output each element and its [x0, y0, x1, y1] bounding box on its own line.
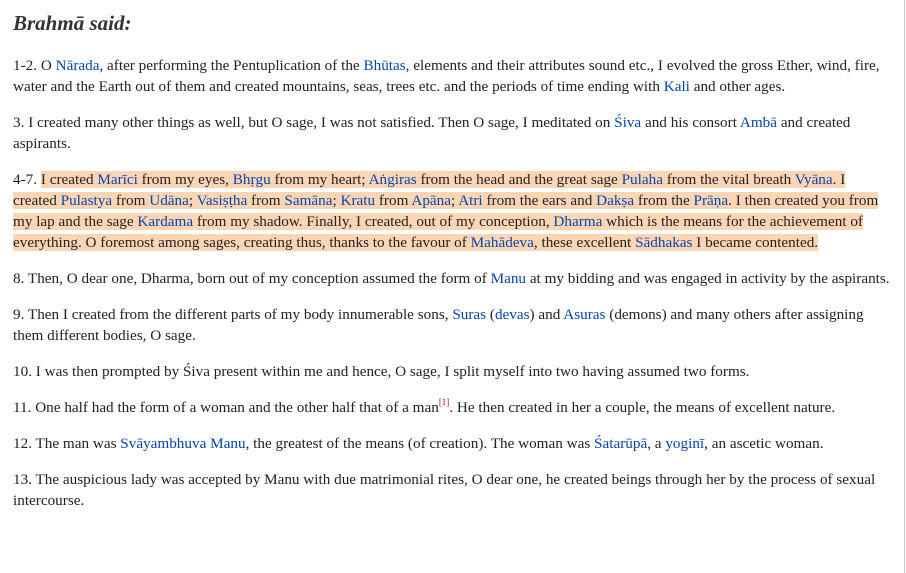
text: from [112, 192, 150, 209]
text: 11. One half had the form of a woman and the other half that of a man [13, 399, 439, 416]
text: 13. The auspicious lady was accepted by Manu with due matrimonial rites, O dear one, he created beings through her by the process of sexual intercourse. [13, 471, 876, 509]
article-content [13, 0, 891, 511]
link-bhrgu[interactable]: Bhṛgu [232, 171, 271, 188]
text: 9. Then I created from the different parts of my body innumerable sons, [13, 306, 453, 323]
text: ; [188, 192, 197, 209]
text: which is the means for the achievement of everything. O foremost among sages, creating thus, thanks to the favour of [13, 213, 863, 251]
link-amba[interactable]: Ambā [739, 114, 778, 131]
link-yogini[interactable]: yoginī [665, 435, 705, 452]
text: I became contented. [692, 234, 819, 251]
text: , these excellent [533, 234, 636, 251]
verse-8 [13, 268, 891, 289]
highlighted-passage [13, 171, 878, 251]
text: from my heart; [270, 171, 369, 188]
link-sadhakas[interactable]: Sādhakas [635, 234, 693, 251]
verse-3 [13, 112, 891, 154]
text: , a [647, 435, 666, 452]
text: from [375, 192, 412, 209]
text: from the vital breath [662, 171, 795, 188]
link-apana[interactable]: Apāna [411, 192, 451, 209]
text: from [247, 192, 285, 209]
text: ) and [529, 306, 564, 323]
text: 12. The man was [13, 435, 121, 452]
link-manu[interactable]: Manu [490, 270, 527, 287]
text: at my bidding and was engaged in activity by the aspirants. [526, 270, 890, 287]
text: and other ages. [689, 78, 786, 95]
text: ; [451, 192, 459, 209]
link-siva[interactable]: Śiva [614, 114, 642, 131]
text: and his consort [641, 114, 740, 131]
link-pulastya[interactable]: Pulastya [60, 192, 113, 209]
link-vasistha[interactable]: Vasiṣṭha [196, 192, 248, 209]
link-kratu[interactable]: Kratu [340, 192, 376, 209]
text: 1-2. O [13, 57, 56, 74]
link-satarupa[interactable]: Śatarūpā [594, 435, 648, 452]
link-samana[interactable]: Samāna [284, 192, 333, 209]
text: . He then created in her a couple, the means of excellent nature. [449, 399, 836, 416]
text: , the greatest of the means (of creation). The woman was [245, 435, 595, 452]
text: from the head and the great sage [416, 171, 622, 188]
link-devas[interactable]: devas [494, 306, 530, 323]
text: from the [634, 192, 694, 209]
footnote-ref [439, 397, 450, 407]
link-asuras[interactable]: Asuras [563, 306, 606, 323]
verse-4-7 [13, 169, 891, 253]
link-svayambhuva-manu[interactable]: Svāyambhuva Manu [120, 435, 246, 452]
link-marici[interactable]: Marīci [97, 171, 138, 188]
link-atri[interactable]: Atri [458, 192, 483, 209]
text: (demons) and many others after assigning them different bodies, O sage. [13, 306, 864, 344]
text: , after performing the Pentuplication of the [99, 57, 364, 74]
link-mahadeva[interactable]: Mahādeva [470, 234, 534, 251]
text: 4-7. [13, 171, 41, 188]
link-angiras[interactable]: Aṅgiras [368, 171, 417, 188]
text: ( [486, 306, 495, 323]
verse-9 [13, 304, 891, 346]
link-udana[interactable]: Udāna [149, 192, 189, 209]
link-narada[interactable]: Nārada [55, 57, 100, 74]
footnote-link[interactable]: [1] [438, 397, 450, 407]
section-heading: Brahmā said: [13, 11, 132, 35]
verse-1-2 [13, 55, 891, 97]
link-daksa[interactable]: Dakṣa [596, 192, 635, 209]
verse-13 [13, 469, 891, 511]
text: , elements and their attributes sound etc., I evolved the gross Ether, wind, fire, water and the Earth out of them and created mountains, seas, trees etc. and the periods of time ending with [13, 57, 880, 95]
text: ; [332, 192, 341, 209]
text: from the ears and [482, 192, 597, 209]
text: . I then created you from my lap and the sage [13, 192, 879, 230]
text: from my eyes, [137, 171, 233, 188]
text: 8. Then, O dear one, Dharma, born out of my conception assumed the form of [13, 270, 491, 287]
link-kardama[interactable]: Kardama [137, 213, 194, 230]
text: , an ascetic woman. [704, 435, 824, 452]
verse-10 [13, 361, 891, 382]
verse-11 [13, 397, 891, 418]
text: and created aspirants. [13, 114, 851, 152]
link-dharma[interactable]: Dharma [553, 213, 603, 230]
link-kali[interactable]: Kali [663, 78, 690, 95]
link-prana[interactable]: Prāṇa [693, 192, 729, 209]
text: 3. I created many other things as well, but O sage, I was not satisfied. Then O sage, I meditated on [13, 114, 615, 131]
text: I created [40, 171, 98, 188]
link-vyana[interactable]: Vyāna [794, 171, 833, 188]
link-suras[interactable]: Suras [452, 306, 487, 323]
verse-12 [13, 433, 891, 454]
link-bhutas[interactable]: Bhūtas [363, 57, 406, 74]
text: . I created [13, 171, 846, 209]
link-pulaha[interactable]: Pulaha [621, 171, 663, 188]
text: from my shadow. Finally, I created, out of my conception, [193, 213, 554, 230]
text: 10. I was then prompted by Śiva present within me and hence, O sage, I split myself into two having assumed two forms. [13, 363, 750, 380]
